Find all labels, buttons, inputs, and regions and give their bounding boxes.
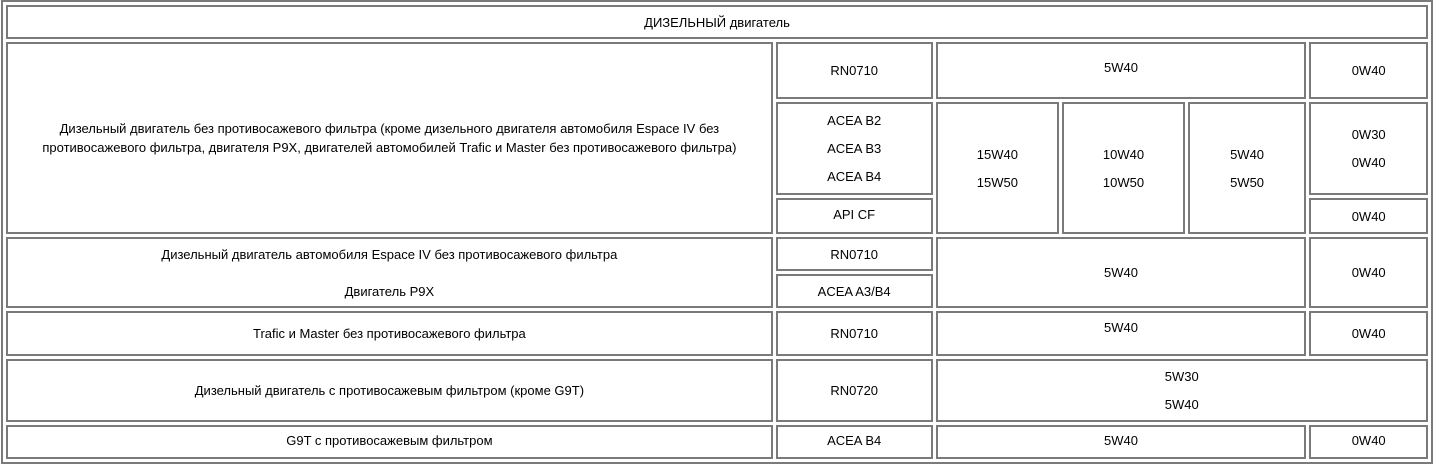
oil-spec-table [1,0,1433,464]
viscosity-line: 10W40 [1102,146,1145,162]
spec-line: ACEA B4 [827,169,882,185]
viscosity-cell [936,102,1060,234]
spec-cell: RN0710 [776,311,933,355]
viscosity-line: 5W30 [1164,368,1199,384]
viscosity-line: 0W40 [1351,155,1386,171]
engine-cell: Дизельный двигатель без противосажевого фильтра (кроме дизельного двигателя автомобиля Espace IV без противосажевого фильтра, двигателя P9X, двигателей автомобилей Trafic и Master без противосажевого фильтра) [6,42,773,234]
viscosity-line: 5W50 [1230,174,1265,190]
engine-line: Дизельный двигатель автомобиля Espace IV без противосажевого фильтра [161,246,618,262]
viscosity-cell: 5W40 [936,237,1307,308]
viscosity-low-cell: 0W40 [1309,198,1428,234]
spec-cell: RN0720 [776,359,933,423]
viscosity-line: 0W30 [1351,127,1386,143]
viscosity-cell [936,359,1428,423]
api-spec-cell: API CF [776,198,933,234]
viscosity-cell: 5W40 [936,42,1307,99]
viscosity-cell: 5W40 [936,425,1307,459]
viscosity-low-cell: 0W40 [1309,42,1428,99]
viscosity-cell [1062,102,1185,234]
spec-cell: RN0710 [776,237,933,271]
viscosity-line: 10W50 [1102,174,1145,190]
viscosity-low-cell: 0W40 [1309,237,1428,308]
viscosity-low-cell: 0W40 [1309,311,1428,355]
spec-cell: RN0710 [776,42,933,99]
engine-cell: Trafic и Master без противосажевого фильтра [6,311,773,355]
viscosity-low-cell: 0W40 [1309,425,1428,459]
spec-line: ACEA B3 [827,141,882,157]
viscosity-line: 15W40 [976,146,1018,162]
table-title: ДИЗЕЛЬНЫЙ двигатель [6,5,1428,39]
viscosity-line: 15W50 [976,174,1018,190]
viscosity-line: 5W40 [1230,146,1265,162]
viscosity-cell: 5W40 [936,311,1307,355]
viscosity-cell [1188,102,1307,234]
engine-cell: G9T с противосажевым фильтром [6,425,773,459]
viscosity-low-cell [1309,102,1428,195]
engine-cell: Дизельный двигатель с противосажевым фильтром (кроме G9T) [6,359,773,423]
spec-cell: ACEA A3/B4 [776,274,933,308]
spec-line: ACEA B2 [827,113,882,129]
viscosity-line: 5W40 [1164,396,1199,412]
engine-cell [6,237,773,308]
spec-cell: ACEA B4 [776,425,933,459]
acea-spec-cell [776,102,933,195]
engine-line: Двигатель P9X [344,283,435,299]
